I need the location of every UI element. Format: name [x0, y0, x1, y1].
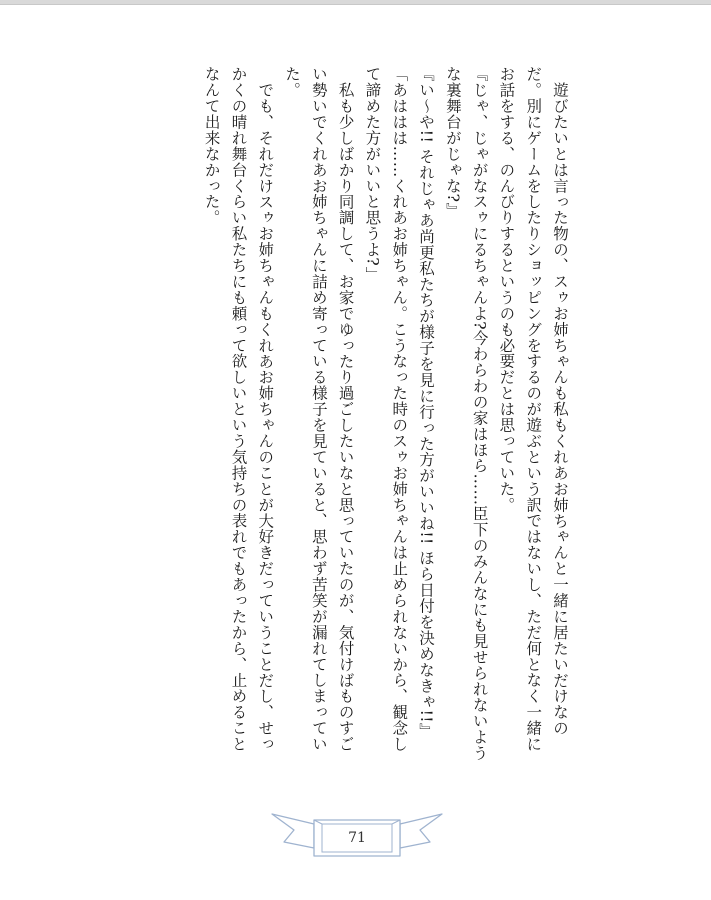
body-text: [198, 66, 573, 766]
paragraph-4: 「あははは……くれあお姉ちゃん。こうなった時のスゥお姉ちゃんは止められないから、観念して諦めた方がいいと思うよ?」: [363, 66, 409, 752]
paragraph-3: 『い～や!! それじゃあ尚更私たちが様子を見に行った方がいいね!! ほら日付を決めなきゃ!!』: [417, 66, 436, 739]
viewer-top-border: [0, 0, 711, 5]
page-number-ribbon: [270, 808, 444, 862]
paragraph-2: 『じゃ、じゃがなスゥにるちゃんよ?今わらわの家はほら……臣下のみんなにも見せられないような裏舞台がじゃな?』: [443, 66, 489, 761]
paragraph-6: でも、それだけスゥお姉ちゃんもくれあお姉ちゃんのことが大好きだっていうことだし、せっかくの晴れ舞台くらい私たちにも頼って欲しいという気持ちの表れでもあったから、止めることなんて出来なかった。: [202, 66, 275, 752]
paragraph-5: 私も少しばかり同調して、お家でゆったり過ごしたいなと思っていたのが、気付けばものすごい勢いでくれあお姉ちゃんに詰め寄っている様子を見ていると、思わず苦笑が漏れてしまっていた。: [283, 66, 355, 752]
page-number: 71: [348, 830, 366, 846]
paragraph-1: 遊びたいとは言った物の、スゥお姉ちゃんも私もくれあお姉ちゃんと一緒に居たいだけなのだ。別にゲームをしたりショッピングをするのが遊ぶという訳ではないし、ただ何となく一緒にお話をする、のんびりするというのも必要だとは思っていた。: [497, 66, 569, 752]
